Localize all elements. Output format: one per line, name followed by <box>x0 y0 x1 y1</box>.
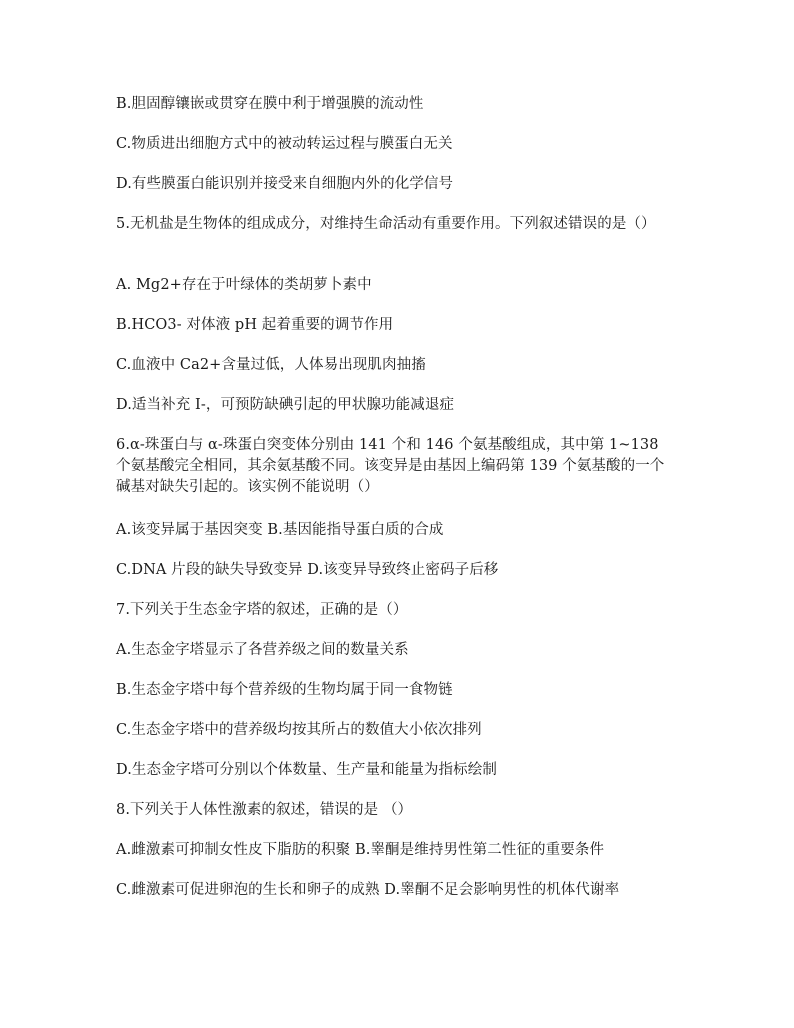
question-5: 5.无机盐是生物体的组成成分，对维持生命活动有重要作用。下列叙述错误的是（） <box>116 216 656 232</box>
option-5b: B.HCO3- 对体液 pH 起着重要的调节作用 <box>116 317 394 333</box>
option-7a: A.生态金字塔显示了各营养级之间的数量关系 <box>116 642 409 658</box>
option-7b: B.生态金字塔中每个营养级的生物均属于同一食物链 <box>116 682 453 698</box>
option-4c: C.物质进出细胞方式中的被动转运过程与膜蛋白无关 <box>116 136 453 152</box>
question-8: 8.下列关于人体性激素的叙述，错误的是 （） <box>116 802 413 818</box>
question-6: 6.α-珠蛋白与 α-珠蛋白突变体分别由 141 个和 146 个氨基酸组成，其中第 1~138 个氨基酸完全相同，其余氨基酸不同。该变异是由基因上编码第 139 个氨基酸的一个碱基对缺失引起的。该实例不能说明（） <box>116 437 665 495</box>
option-6ab: A.该变异属于基因突变 B.基因能指导蛋白质的合成 <box>116 522 444 538</box>
option-5a: A. Mg2+存在于叶绿体的类胡萝卜素中 <box>116 277 372 293</box>
option-6cd: C.DNA 片段的缺失导致变异 D.该变异导致终止密码子后移 <box>116 562 499 578</box>
option-8ab: A.雌激素可抑制女性皮下脂肪的积聚 B.睾酮是维持男性第二性征的重要条件 <box>116 842 605 858</box>
option-5c: C.血液中 Ca2+含量过低，人体易出现肌肉抽搐 <box>116 357 426 373</box>
question-7: 7.下列关于生态金字塔的叙述，正确的是（） <box>116 602 408 618</box>
option-8cd: C.雌激素可促进卵泡的生长和卵子的成熟 D.睾酮不足会影响男性的机体代谢率 <box>116 882 620 898</box>
option-4d: D.有些膜蛋白能识别并接受来自细胞内外的化学信号 <box>116 176 454 192</box>
option-7d: D.生态金字塔可分别以个体数量、生产量和能量为指标绘制 <box>116 762 497 778</box>
option-5d: D.适当补充 I-，可预防缺碘引起的甲状腺功能减退症 <box>116 397 455 413</box>
option-7c: C.生态金字塔中的营养级均按其所占的数值大小依次排列 <box>116 722 482 738</box>
option-4b: B.胆固醇镶嵌或贯穿在膜中利于增强膜的流动性 <box>116 96 424 112</box>
